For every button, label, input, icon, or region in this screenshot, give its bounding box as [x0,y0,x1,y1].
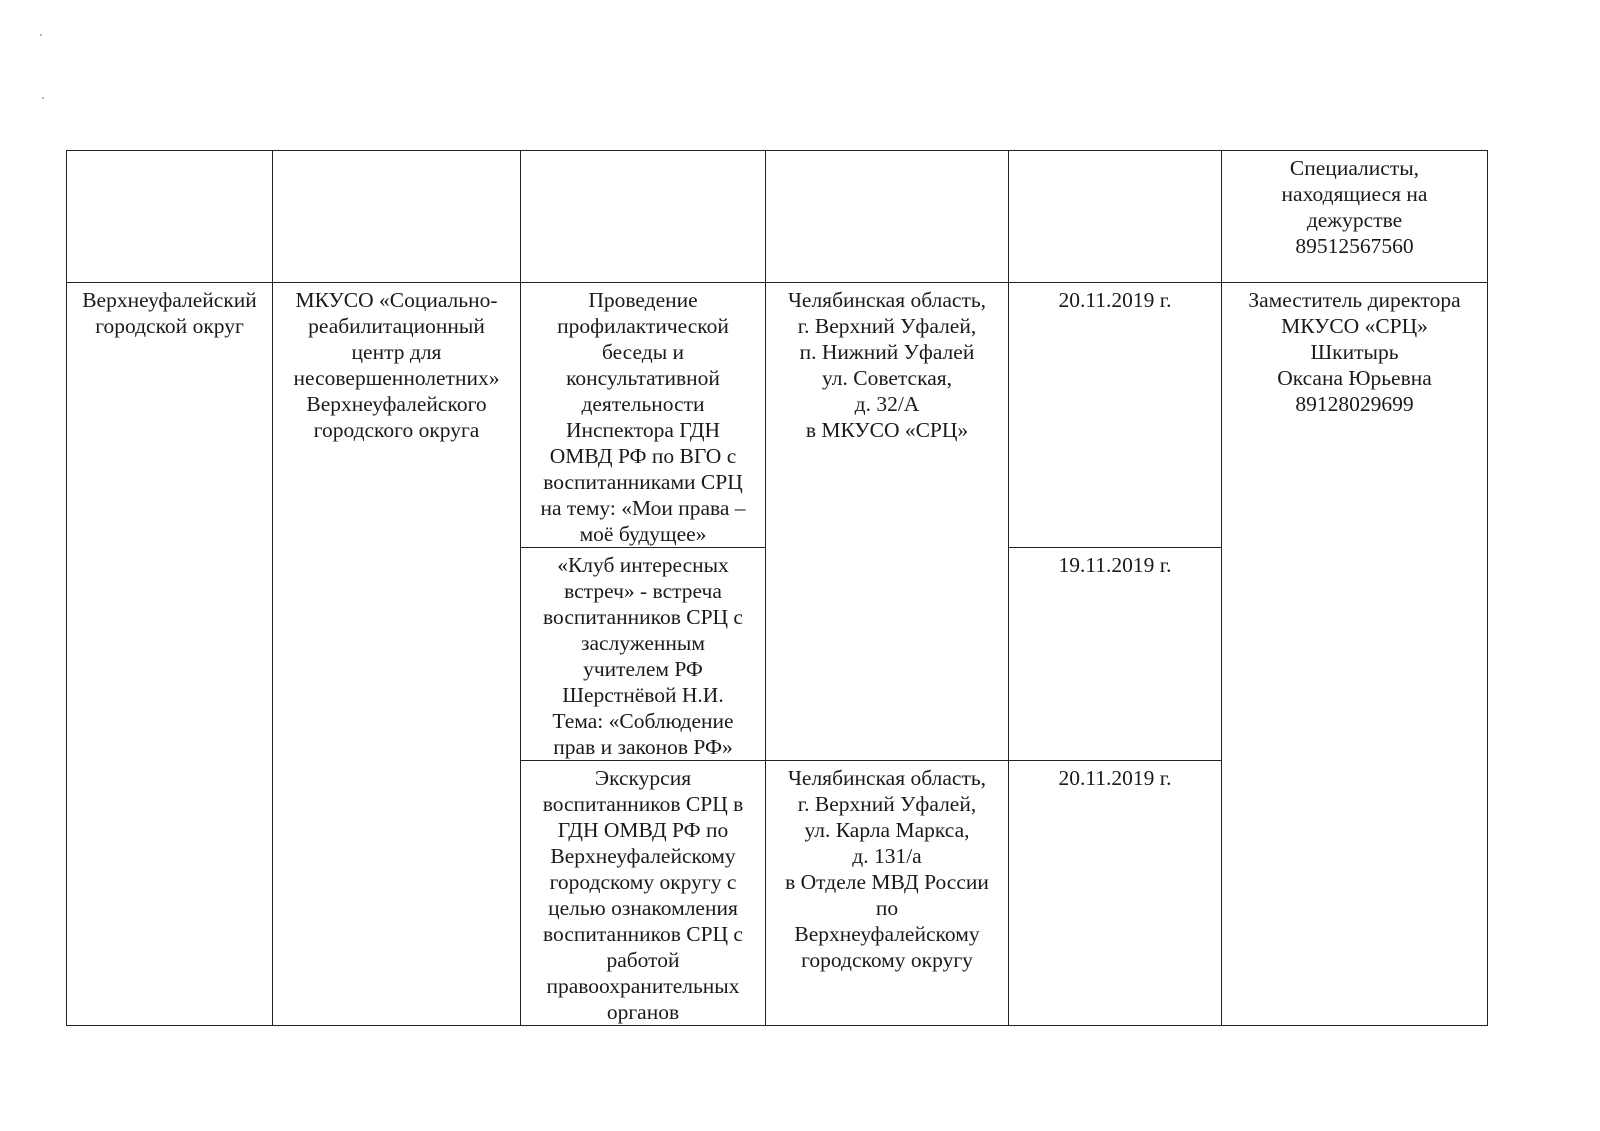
event-date-cell: 20.11.2019 г. [1009,761,1222,1026]
empty-cell [1009,151,1222,283]
scan-speck [42,97,44,99]
table-row [67,283,1488,548]
event-description-cell: «Клуб интересных встреч» - встреча воспитанников СРЦ с заслуженным учителем РФ Шерстнёвой Н.И. Тема: «Соблюдение прав и законов РФ» [521,548,766,761]
empty-cell [67,151,273,283]
district-cell: Верхнеуфалейский городской округ [67,283,273,1026]
event-place-cell: Челябинская область, г. Верхний Уфалей, п. Нижний Уфалей ул. Советская, д. 32/А в МКУСО «СРЦ» [766,283,1009,761]
event-date-cell: 20.11.2019 г. [1009,283,1222,548]
continuation-row [67,151,1488,283]
event-description-cell: Экскурсия воспитанников СРЦ в ГДН ОМВД РФ по Верхнеуфалейскому городскому округу с целью ознакомления воспитанников СРЦ с работой правоохранительных органов [521,761,766,1026]
empty-cell [273,151,521,283]
responsible-person-cell: Заместитель директора МКУСО «СРЦ» Шкитырь Оксана Юрьевна 89128029699 [1222,283,1488,1026]
empty-cell [521,151,766,283]
scan-speck [40,34,42,36]
organization-cell: МКУСО «Социально- реабилитационный центр для несовершеннолетних» Верхнеуфалейского городского округа [273,283,521,1026]
empty-cell [766,151,1009,283]
event-place-cell: Челябинская область, г. Верхний Уфалей, ул. Карла Маркса, д. 131/а в Отделе МВД России по Верхнеуфалейскому городскому округу [766,761,1009,1026]
event-description-cell: Проведение профилактической беседы и консультативной деятельности Инспектора ГДН ОМВД РФ по ВГО с воспитанниками СРЦ на тему: «Мои права – моё будущее» [521,283,766,548]
event-date-cell: 19.11.2019 г. [1009,548,1222,761]
events-table [66,150,1488,1026]
duty-specialists-cell: Специалисты, находящиеся на дежурстве 89512567560 [1222,151,1488,283]
